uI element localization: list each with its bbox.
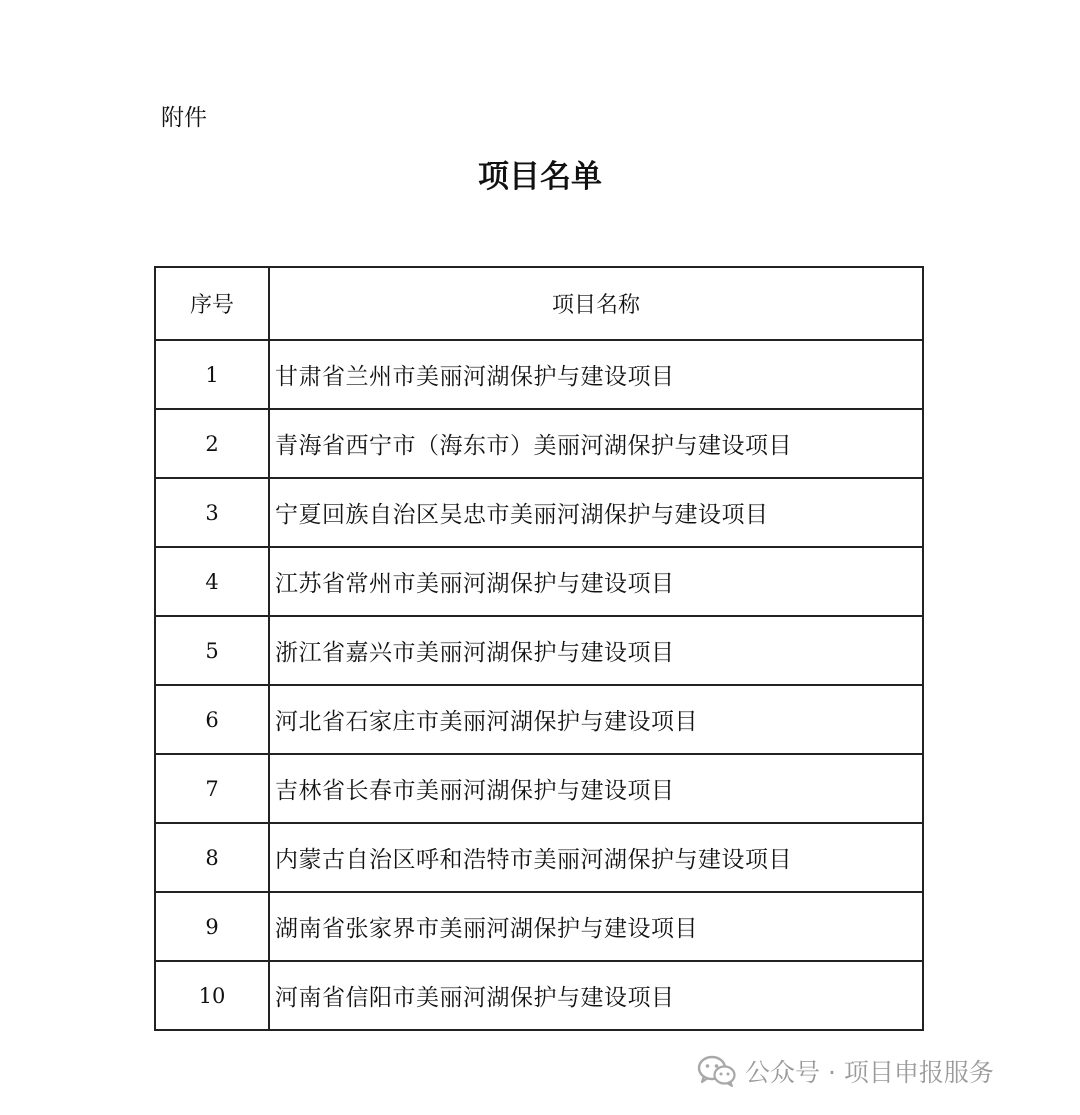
table-row — [155, 478, 923, 547]
column-header-project-name: 项目名称 — [269, 267, 923, 340]
table-row — [155, 754, 923, 823]
project-name-cell: 浙江省嘉兴市美丽河湖保护与建设项目 — [269, 616, 923, 685]
project-name-cell: 甘肃省兰州市美丽河湖保护与建设项目 — [269, 340, 923, 409]
attachment-label: 附件 — [161, 105, 207, 131]
row-index-cell: 4 — [155, 547, 269, 616]
project-name-cell: 江苏省常州市美丽河湖保护与建设项目 — [269, 547, 923, 616]
project-name-cell: 湖南省张家界市美丽河湖保护与建设项目 — [269, 892, 923, 961]
project-name-cell: 内蒙古自治区呼和浩特市美丽河湖保护与建设项目 — [269, 823, 923, 892]
row-index-cell: 3 — [155, 478, 269, 547]
table-header-row — [155, 267, 923, 340]
column-header-index: 序号 — [155, 267, 269, 340]
row-index-cell: 6 — [155, 685, 269, 754]
project-name-cell: 河北省石家庄市美丽河湖保护与建设项目 — [269, 685, 923, 754]
project-name-cell: 宁夏回族自治区吴忠市美丽河湖保护与建设项目 — [269, 478, 923, 547]
table-row — [155, 547, 923, 616]
row-index-cell: 7 — [155, 754, 269, 823]
page-title: 项目名单 — [478, 159, 602, 195]
row-index-cell: 8 — [155, 823, 269, 892]
project-name-cell: 河南省信阳市美丽河湖保护与建设项目 — [269, 961, 923, 1030]
row-index-cell: 2 — [155, 409, 269, 478]
table-row — [155, 892, 923, 961]
row-index-cell: 9 — [155, 892, 269, 961]
row-index-cell: 1 — [155, 340, 269, 409]
table-row — [155, 961, 923, 1030]
table-row — [155, 823, 923, 892]
wechat-icon — [697, 1055, 737, 1087]
table-row — [155, 409, 923, 478]
row-index-cell: 10 — [155, 961, 269, 1030]
watermark-text: 公众号 · 项目申报服务 — [745, 1058, 994, 1087]
table-row — [155, 616, 923, 685]
watermark — [697, 1051, 994, 1091]
project-list-table — [154, 266, 924, 1031]
project-name-cell: 吉林省长春市美丽河湖保护与建设项目 — [269, 754, 923, 823]
project-name-cell: 青海省西宁市（海东市）美丽河湖保护与建设项目 — [269, 409, 923, 478]
row-index-cell: 5 — [155, 616, 269, 685]
table-row — [155, 685, 923, 754]
table-row — [155, 340, 923, 409]
